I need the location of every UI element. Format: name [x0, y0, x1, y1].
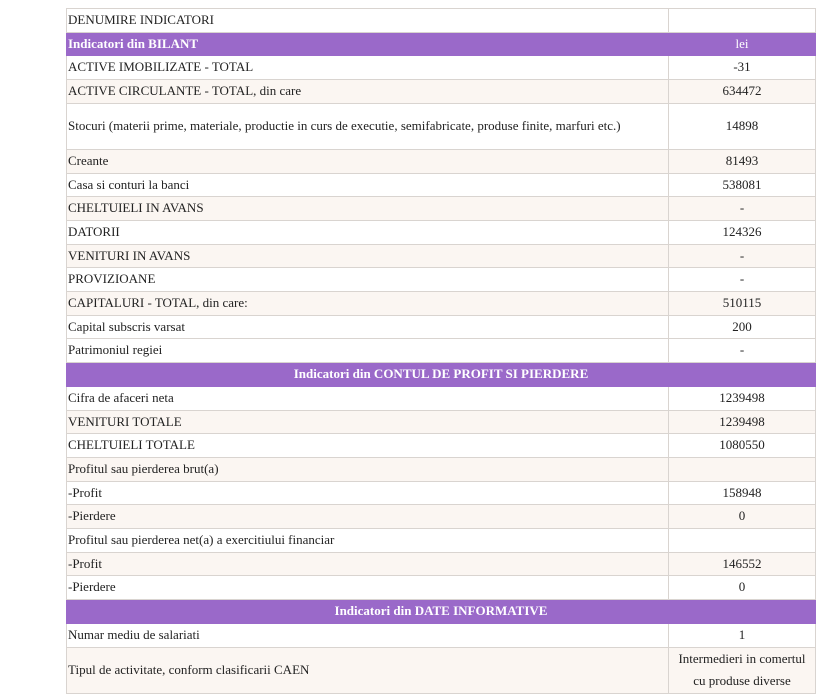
table-row	[67, 9, 816, 33]
indicator-value: 510115	[669, 292, 816, 316]
indicator-value: 538081	[669, 173, 816, 197]
indicator-value	[669, 9, 816, 33]
indicator-value: 124326	[669, 220, 816, 244]
indicator-label: Casa si conturi la banci	[67, 173, 669, 197]
indicator-label: ACTIVE CIRCULANTE - TOTAL, din care	[67, 80, 669, 104]
section-title: Indicatori din BILANT	[67, 32, 669, 56]
indicator-value: 200	[669, 315, 816, 339]
indicator-label: Profitul sau pierderea net(a) a exercitiului financiar	[67, 529, 669, 553]
indicator-value: 146552	[669, 552, 816, 576]
indicator-value	[669, 529, 816, 553]
table-row	[67, 529, 816, 553]
indicator-label: -Pierdere	[67, 505, 669, 529]
table-row	[67, 220, 816, 244]
table-row	[67, 410, 816, 434]
indicator-value: 1	[669, 623, 816, 647]
indicator-label: Profitul sau pierderea brut(a)	[67, 457, 669, 481]
table-row	[67, 173, 816, 197]
table-row	[67, 149, 816, 173]
indicator-label: Patrimoniul regiei	[67, 339, 669, 363]
indicator-value: -31	[669, 56, 816, 80]
indicator-label: Capital subscris varsat	[67, 315, 669, 339]
table-row	[67, 339, 816, 363]
table-row	[67, 623, 816, 647]
section-header-row	[67, 32, 816, 56]
indicator-value: 14898	[669, 103, 816, 149]
indicator-value: 0	[669, 505, 816, 529]
table-row	[67, 457, 816, 481]
table-row	[67, 552, 816, 576]
indicators-table-body	[67, 9, 816, 694]
indicator-value: -	[669, 244, 816, 268]
indicator-label: DATORII	[67, 220, 669, 244]
indicator-value: 81493	[669, 149, 816, 173]
indicator-value: 158948	[669, 481, 816, 505]
table-row	[67, 386, 816, 410]
section-header-row	[67, 600, 816, 624]
indicator-label: CAPITALURI - TOTAL, din care:	[67, 292, 669, 316]
table-row	[67, 576, 816, 600]
indicator-label: Stocuri (materii prime, materiale, productie in curs de executie, semifabricate, produse finite, marfuri etc.)	[67, 103, 669, 149]
indicator-value: 634472	[669, 80, 816, 104]
section-title: Indicatori din DATE INFORMATIVE	[67, 600, 816, 624]
table-row	[67, 244, 816, 268]
indicator-label: -Profit	[67, 481, 669, 505]
table-row	[67, 505, 816, 529]
indicator-label: CHELTUIELI TOTALE	[67, 434, 669, 458]
indicator-label: Numar mediu de salariati	[67, 623, 669, 647]
indicator-label: PROVIZIOANE	[67, 268, 669, 292]
indicator-label: Tipul de activitate, conform clasificarii CAEN	[67, 647, 669, 693]
indicator-value: 1239498	[669, 410, 816, 434]
table-row	[67, 80, 816, 104]
indicator-value: -	[669, 197, 816, 221]
indicator-value: -	[669, 339, 816, 363]
indicator-label: DENUMIRE INDICATORI	[67, 9, 669, 33]
table-row	[67, 434, 816, 458]
table-row	[67, 315, 816, 339]
indicator-label: Creante	[67, 149, 669, 173]
table-row	[67, 647, 816, 693]
table-row	[67, 56, 816, 80]
table-row	[67, 197, 816, 221]
indicator-label: VENITURI IN AVANS	[67, 244, 669, 268]
indicator-value: 1080550	[669, 434, 816, 458]
indicator-value: Intermedieri in comertul cu produse diverse	[669, 647, 816, 693]
table-row	[67, 103, 816, 149]
indicator-value: -	[669, 268, 816, 292]
indicator-label: Cifra de afaceri neta	[67, 386, 669, 410]
table-row	[67, 481, 816, 505]
section-header-row	[67, 363, 816, 387]
indicator-value: 1239498	[669, 386, 816, 410]
indicators-table	[66, 8, 816, 694]
indicator-label: VENITURI TOTALE	[67, 410, 669, 434]
table-row	[67, 292, 816, 316]
indicator-label: CHELTUIELI IN AVANS	[67, 197, 669, 221]
indicator-value: 0	[669, 576, 816, 600]
indicator-label: -Pierdere	[67, 576, 669, 600]
table-row	[67, 268, 816, 292]
section-title: Indicatori din CONTUL DE PROFIT SI PIERDERE	[67, 363, 816, 387]
indicator-label: -Profit	[67, 552, 669, 576]
unit-label: lei	[669, 32, 816, 56]
indicator-label: ACTIVE IMOBILIZATE - TOTAL	[67, 56, 669, 80]
indicator-value	[669, 457, 816, 481]
